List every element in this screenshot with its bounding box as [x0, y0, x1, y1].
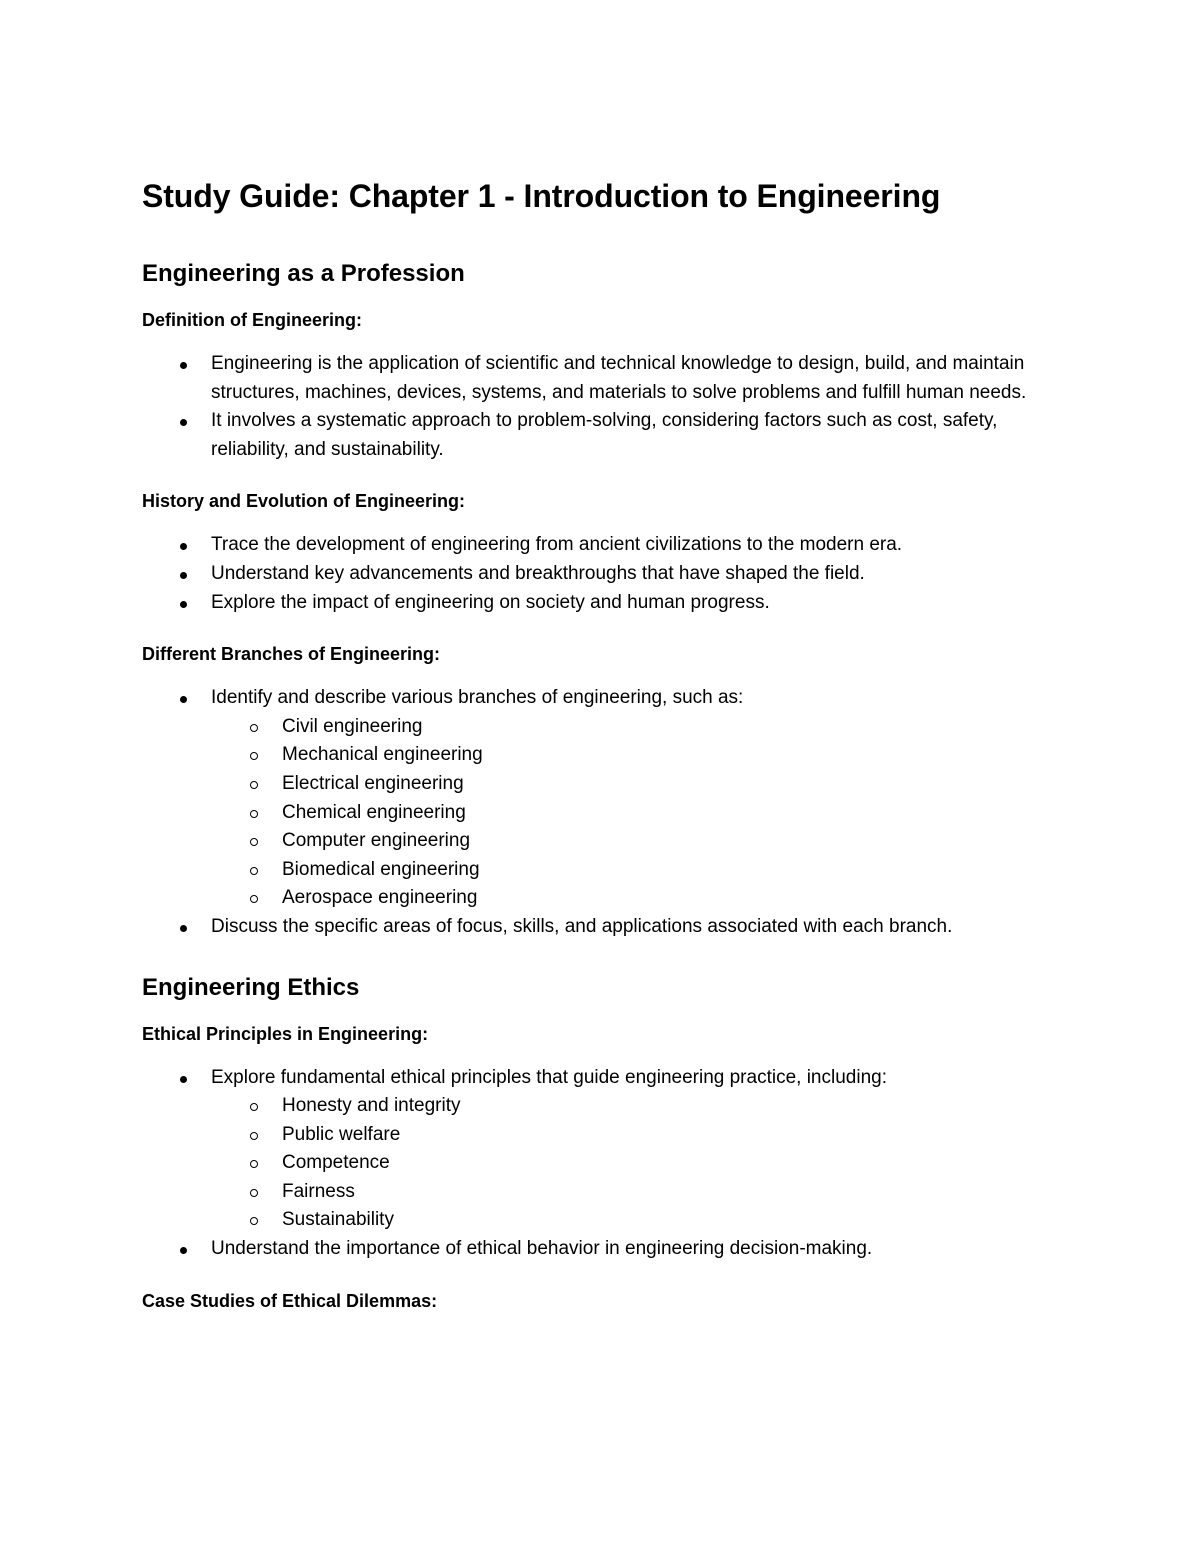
sublist-item: Competence	[211, 1149, 1072, 1178]
list-item: Understand the importance of ethical behavior in engineering decision-making.	[142, 1235, 1072, 1264]
sublist-item: Sustainability	[211, 1206, 1072, 1235]
sublist-item: Public welfare	[211, 1121, 1072, 1150]
list-item: Understand key advancements and breakthroughs that have shaped the field.	[142, 560, 1072, 589]
bullet-icon	[180, 601, 187, 608]
definition-list	[142, 350, 1072, 464]
branches-sublist	[211, 713, 1072, 913]
sublist-item: Computer engineering	[211, 827, 1072, 856]
circle-bullet-icon	[250, 724, 258, 732]
bullet-icon	[180, 1076, 187, 1083]
subheading-principles: Ethical Principles in Engineering:	[142, 1023, 429, 1044]
subheading-definition: Definition of Engineering:	[142, 310, 362, 330]
list-item: Discuss the specific areas of focus, skills, and applications associated with each branch.	[142, 913, 1072, 942]
sublist-item: Electrical engineering	[211, 770, 1072, 799]
circle-bullet-icon	[250, 895, 258, 903]
history-list	[142, 531, 1072, 617]
section-heading-ethics: Engineering Ethics	[142, 973, 360, 1001]
circle-bullet-icon	[250, 867, 258, 875]
document-title: Study Guide: Chapter 1 - Introduction to Engineering	[142, 178, 941, 214]
sublist-item: Biomedical engineering	[211, 856, 1072, 885]
sublist-item: Chemical engineering	[211, 799, 1072, 828]
principles-sublist	[211, 1092, 1072, 1235]
branches-list	[142, 684, 1072, 941]
subheading-branches: Different Branches of Engineering:	[142, 644, 441, 665]
sublist-item: Mechanical engineering	[211, 741, 1072, 770]
circle-bullet-icon	[250, 1132, 258, 1140]
sublist-item: Fairness	[211, 1178, 1072, 1207]
document-page	[142, 172, 1072, 1315]
bullet-icon	[180, 925, 187, 932]
bullet-icon	[180, 362, 187, 369]
section-heading-profession: Engineering as a Profession	[142, 260, 465, 287]
list-item: Trace the development of engineering from ancient civilizations to the modern era.	[142, 531, 1072, 560]
circle-bullet-icon	[250, 1160, 258, 1168]
sublist-item: Aerospace engineering	[211, 884, 1072, 913]
principles-list	[142, 1064, 1072, 1264]
bullet-icon	[180, 543, 187, 550]
subheading-history: History and Evolution of Engineering:	[142, 491, 466, 512]
circle-bullet-icon	[250, 1217, 258, 1225]
list-item: Explore the impact of engineering on society and human progress.	[142, 589, 1072, 618]
circle-bullet-icon	[250, 1103, 258, 1111]
bullet-icon	[180, 1247, 187, 1254]
sublist-item: Civil engineering	[211, 713, 1072, 742]
bullet-icon	[180, 572, 187, 579]
circle-bullet-icon	[250, 752, 258, 760]
bullet-icon	[180, 419, 187, 426]
list-item: Engineering is the application of scientific and technical knowledge to design, build, and maintain structures, machines, devices, systems, and materials to solve problems and fulfill human needs.	[142, 350, 1072, 407]
list-item: It involves a systematic approach to problem-solving, considering factors such as cost, safety, reliability, and sustainability.	[142, 407, 1072, 464]
sublist-item: Honesty and integrity	[211, 1092, 1072, 1121]
bullet-icon	[180, 696, 187, 703]
circle-bullet-icon	[250, 838, 258, 846]
circle-bullet-icon	[250, 1189, 258, 1197]
circle-bullet-icon	[250, 781, 258, 789]
list-item: Identify and describe various branches of engineering, such as: Civil engineering Mechanical engineering Electrical engineering Chemical engineering Computer engineering Biomedical engineering Aerospace engineering	[142, 684, 1072, 913]
list-item: Explore fundamental ethical principles that guide engineering practice, including: Honesty and integrity Public welfare Competence Fairness Sustainability	[142, 1064, 1072, 1236]
subheading-case-studies: Case Studies of Ethical Dilemmas:	[142, 1290, 438, 1311]
circle-bullet-icon	[250, 810, 258, 818]
